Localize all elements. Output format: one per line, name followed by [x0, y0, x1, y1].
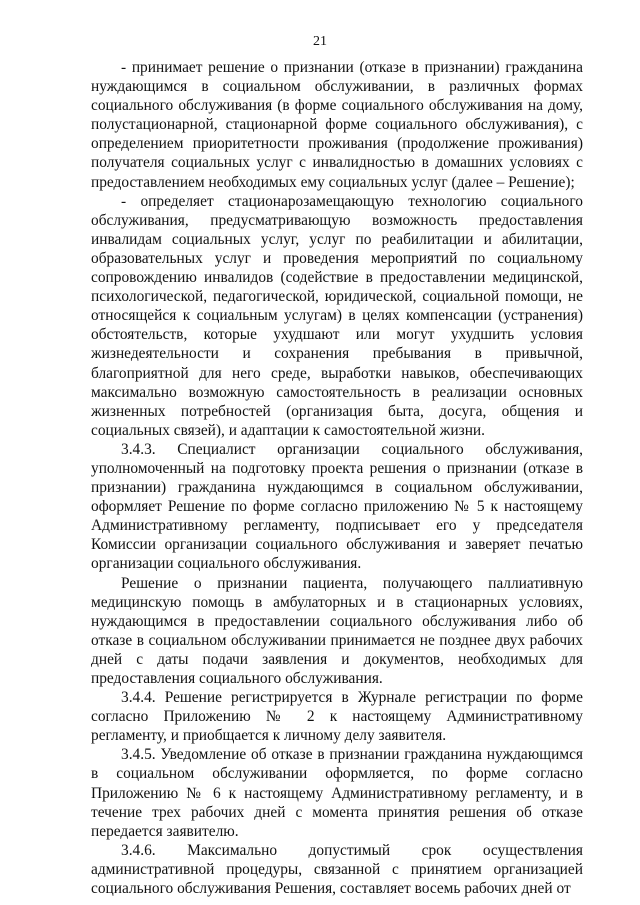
paragraph-3-4-4: 3.4.4. Решение регистрируется в Журнале регистрации по форме согласно Приложению № 2 к настоящему Административному регламенту, и приобщается к личному делу заявителя.	[91, 689, 583, 745]
paragraph-3-4-3: 3.4.3. Специалист организации социального обслуживания, уполномоченный на подготовку проекта решения о признании (отказе в признании) гражданина нуждающимся в социальном обслуживании, оформляет Решение по форме согласно приложению № 5 к настоящему Административному регламенту, подписывает его у председателя Комиссии организации социального обслуживания и заверяет печатью организации социального обслуживания.	[91, 440, 583, 573]
paragraph-replacement-technology: - определяет стационарозамещающую технологию социального обслуживания, предусматривающую возможность предоставления инвалидам социальных услуг, услуг по реабилитации и абилитации, образовательных услуг и проведения мероприятий по социальному сопровождению инвалидов (содействие в предоставлении медицинской, психологической, педагогической, юридической, социальной помощи, не относящейся к социальным услугам) в целях компенсации (устранения) обстоятельств, которые ухудшают или могут ухудшить условия жизнедеятельности и сохранения пребывания в привычной, благоприятной для него среде, выработки навыков, обеспечивающих максимально возможную самостоятельность в реализации основных жизненных потребностей (организация быта, досуга, общения и социальных связей), и адаптации к самостоятельной жизни.	[91, 192, 583, 439]
paragraph-decision-recognition: - принимает решение о признании (отказе в признании) гражданина нуждающимся в социальном обслуживании, в различных формах социального обслуживания (в форме социального обслуживания на дому, полустационарной, стационарной форме социального обслуживания), с определением приоритетности проживания (продолжение проживания) получателя социальных услуг с инвалидностью в домашних условиях с предоставлением необходимых ему социальных услуг (далее – Решение);	[91, 59, 583, 191]
paragraph-3-4-5: 3.4.5. Уведомление об отказе в признании гражданина нуждающимся в социальном обслуживании оформляется, по форме согласно Приложению № 6 к настоящему Административному регламенту, и в течение трех рабочих дней с момента принятия решения об отказе передается заявителю.	[91, 746, 583, 840]
page-number: 21	[313, 34, 327, 49]
document-body	[91, 58, 583, 898]
paragraph-3-4-6: 3.4.6. Максимально допустимый срок осуществления административной процедуры, связанной с принятием организацией социального обслуживания Решения, составляет восемь рабочих дней от	[91, 841, 583, 898]
paragraph-palliative-decision: Решение о признании пациента, получающего паллиативную медицинскую помощь в амбулаторных и в стационарных условиях, нуждающимся в предоставлении социального обслуживания либо об отказе в социальном обслуживании принимается не позднее двух рабочих дней с даты подачи заявления и документов, необходимых для предоставления социального обслуживания.	[91, 574, 583, 687]
